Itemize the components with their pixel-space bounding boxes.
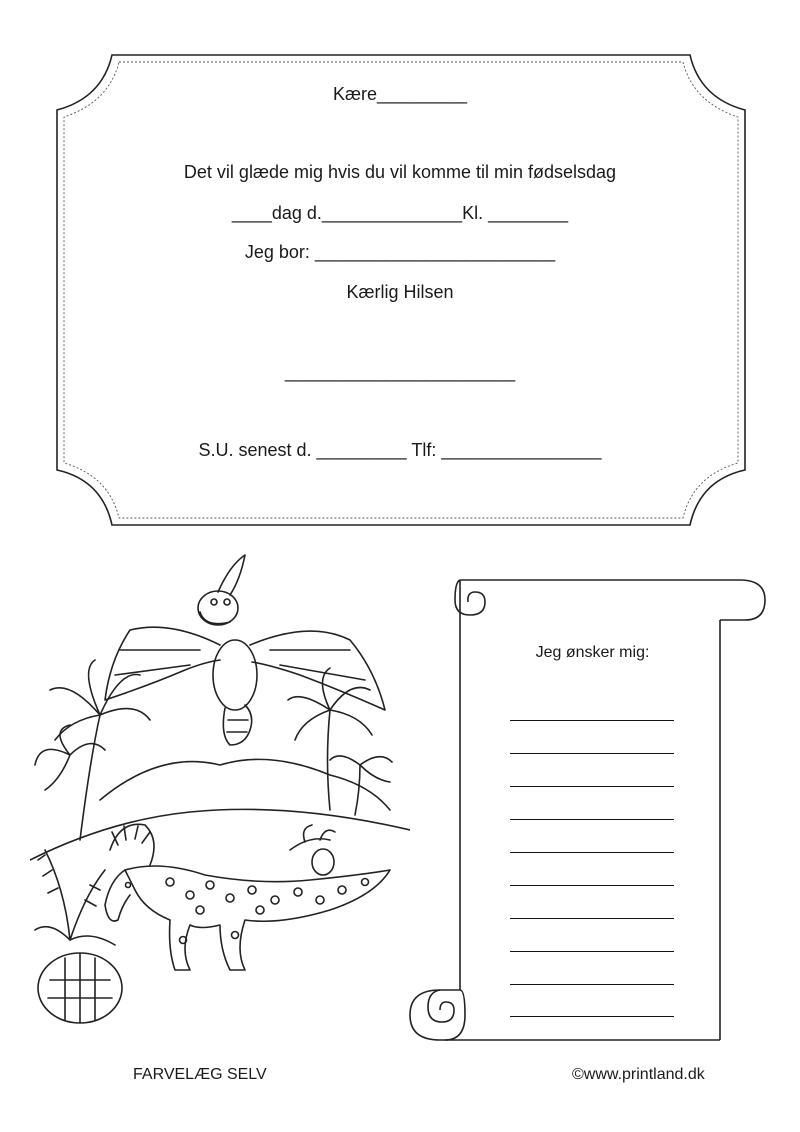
wish-line-8 xyxy=(510,951,674,952)
hill-back xyxy=(100,759,390,810)
footer-coloring-label: FARVELÆG SELV xyxy=(133,1066,267,1083)
wish-line-2 xyxy=(510,753,674,754)
pterosaur-wing-left xyxy=(105,627,220,700)
invitation-message: Det vil glæde mig hvis du vil komme til min fødselsdag xyxy=(183,162,617,182)
signature-line: _______________________ xyxy=(284,362,516,382)
dinosaur-illustration xyxy=(30,550,410,1040)
wish-line-5 xyxy=(510,852,674,853)
address-line: Jeg bor: ________________________ xyxy=(244,242,556,262)
palm-trunk-left xyxy=(80,715,100,840)
date-time-line: ____dag d.______________Kl. ________ xyxy=(231,203,569,223)
wish-line-3 xyxy=(510,786,674,787)
pterosaur-wing-right xyxy=(250,631,385,710)
wish-line-10 xyxy=(510,1016,674,1017)
rsvp-line: S.U. senest d. _________ Tlf: ________________ xyxy=(198,440,602,460)
hill-front xyxy=(30,809,410,860)
wish-line-1 xyxy=(510,720,674,721)
greeting: Kære_________ xyxy=(332,84,468,104)
pterosaur-body xyxy=(213,640,257,710)
wish-line-9 xyxy=(510,984,674,985)
dinosaur-crest xyxy=(110,824,154,865)
dinosaur-spots xyxy=(166,878,369,944)
wish-line-4 xyxy=(510,819,674,820)
wishlist-title: Jeg ønsker mig: xyxy=(535,644,650,661)
fern xyxy=(35,850,115,945)
wish-line-6 xyxy=(510,885,674,886)
dinosaur-body xyxy=(125,866,390,970)
footer-copyright: ©www.printland.dk xyxy=(572,1066,705,1083)
dinosaur-head xyxy=(105,870,130,921)
wish-line-7 xyxy=(510,918,674,919)
closing: Kærlig Hilsen xyxy=(346,282,454,302)
